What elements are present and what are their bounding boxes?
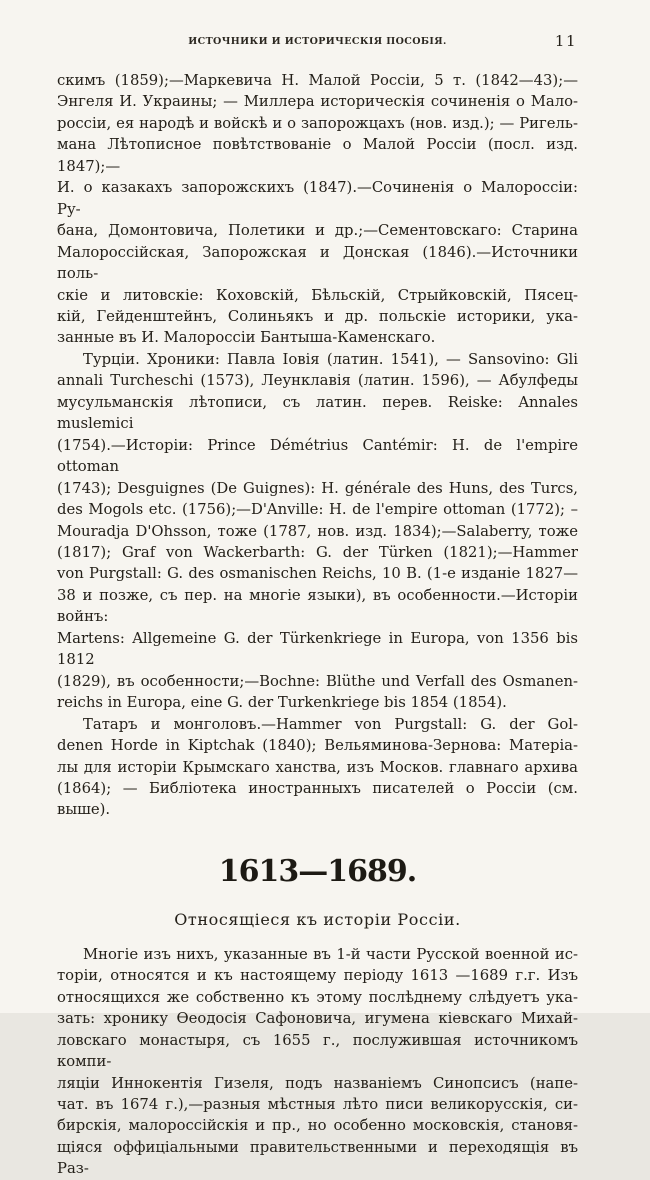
page-body [57, 70, 578, 1180]
text-line: denen Horde in Kiptchak (1840); Вельяминова-Зернова: Матеріа- [57, 737, 578, 755]
text-line: зать: хронику Ѳеодосія Сафоновича, игумена кіевскаго Михай- [57, 1010, 578, 1028]
text-line: von Purgstall: G. des osmanischen Reichs, 10 B. (1-е изданіе 1827— [57, 565, 578, 583]
text-line: бана, Домонтовича, Полетики и др.;—Сементовскаго: Старина [57, 222, 578, 240]
paragraph-turkey-sources [57, 349, 578, 714]
paragraph-russia-history-sources [57, 944, 578, 1180]
paragraph-malorossia-sources [57, 70, 578, 349]
page-content [57, 32, 578, 1180]
text-line: Татаръ и монголовъ.—Hammer von Purgstall: G. der Gol- [83, 715, 578, 733]
text-line: скимъ (1859);—Маркевича Н. Малой Россіи, 5 т. (1842—43);— [57, 72, 578, 89]
text-line: россіи, ея народѣ и войскѣ и о запорожцахъ (нов. изд.); — Ригель- [57, 114, 578, 132]
text-line: скіе и литовскіе: Коховскій, Бѣльскій, Стрыйковскій, Пясец- [57, 286, 578, 304]
text-line: (1829), въ особенности;—Bochne: Blüthe und Verfall des Osmanen- [57, 672, 578, 690]
text-line: кій, Гейденштейнъ, Солиньякъ и др. польскіе историки, ука- [57, 307, 578, 325]
text-line: Многіе изъ нихъ, указанные въ 1-й части Русской военной ис- [83, 945, 578, 963]
text-line: Mouradja D'Ohsson, тоже (1787, нов. изд. 1834);—Salaberry, тоже [57, 522, 578, 540]
text-line: Малороссійская, Запорожская и Донская (1846).—Источники поль- [57, 243, 578, 283]
text-line: торіи, относятся и къ настоящему періоду 1613 —1689 г.г. Изъ [57, 967, 578, 985]
text-line: занные въ И. Малороссіи Бантыша-Каменскаго. [57, 329, 436, 347]
text-line: Энгеля И. Украины; — Миллера историческія сочиненія о Мало- [57, 93, 578, 111]
text-line: annali Turcheschi (1573), Леунклавія (латин. 1596), — Абулфеды [57, 372, 578, 390]
page-number: 11 [554, 32, 577, 50]
text-line: (1817); Graf von Wackerbarth: G. der Türken (1821);—Hammer [57, 543, 578, 561]
text-line: ляціи Иннокентія Гизеля, подъ названіемъ Синопсисъ (напе- [57, 1074, 578, 1092]
text-line: бирскія, малороссійскія и пр., но особенно московскія, становя- [57, 1117, 578, 1135]
text-line: (1743); Desguignes (De Guignes): H. générale des Huns, des Turcs, [57, 479, 578, 497]
text-line: мусульманскія лѣтописи, съ латин. перев. Reiske: Annales muslemici [57, 393, 578, 433]
paragraph-tatar-mongol-sources [57, 714, 578, 821]
text-line: лы для исторіи Крымскаго ханства, изъ Москов. главнаго архива [57, 758, 578, 776]
text-line: ловскаго монастыря, съ 1655 г., послужившая источникомъ компи- [57, 1031, 578, 1071]
running-title: ИСТОЧНИКИ И ИСТОРИЧЕСКІЯ ПОСОБІЯ. [188, 36, 447, 47]
text-line: чат. въ 1674 г.),—разныя мѣстныя лѣто писи великорусскія, си- [57, 1096, 578, 1114]
text-line: относящихся же собственно къ этому послѣднему слѣдуетъ ука- [57, 988, 578, 1006]
text-line: (1754).—Исторіи: Prince Démétrius Cantémir: H. de l'empire ottoman [57, 436, 578, 476]
text-line: Martens: Allgemeine G. der Türkenkriege in Europa, von 1356 bis 1812 [57, 629, 578, 669]
text-line: мана Лѣтописное повѣтствованіе о Малой Россіи (посл. изд. 1847);— [57, 136, 578, 175]
text-line: Турціи. Хроники: Павла Іовія (латин. 1541), — Sansovino: Gli [83, 350, 578, 368]
text-line: des Mogols etc. (1756);—D'Anville: H. de l'empire ottoman (1772); – [57, 501, 578, 519]
page-header [57, 32, 578, 50]
section-subheading: Относящіеся къ исторіи Россіи. [174, 909, 461, 929]
text-line: 38 и позже, съ пер. на многіе языки), въ особенности.—Исторіи войнъ: [57, 586, 578, 626]
text-line: И. о казакахъ запорожскихъ (1847).—Сочиненія о Малороссіи: Ру- [57, 179, 578, 218]
text-line: reichs in Europa, eine G. der Turkenkriege bis 1854 (1854). [57, 694, 507, 712]
section-heading: 1613—1689. [218, 853, 417, 889]
text-line: щіяся оффиціальными правительственными и переходящія въ Раз- [57, 1138, 578, 1178]
text-line: (1864); — Библіотека иностранныхъ писателей о Россіи (см. выше). [57, 779, 578, 819]
